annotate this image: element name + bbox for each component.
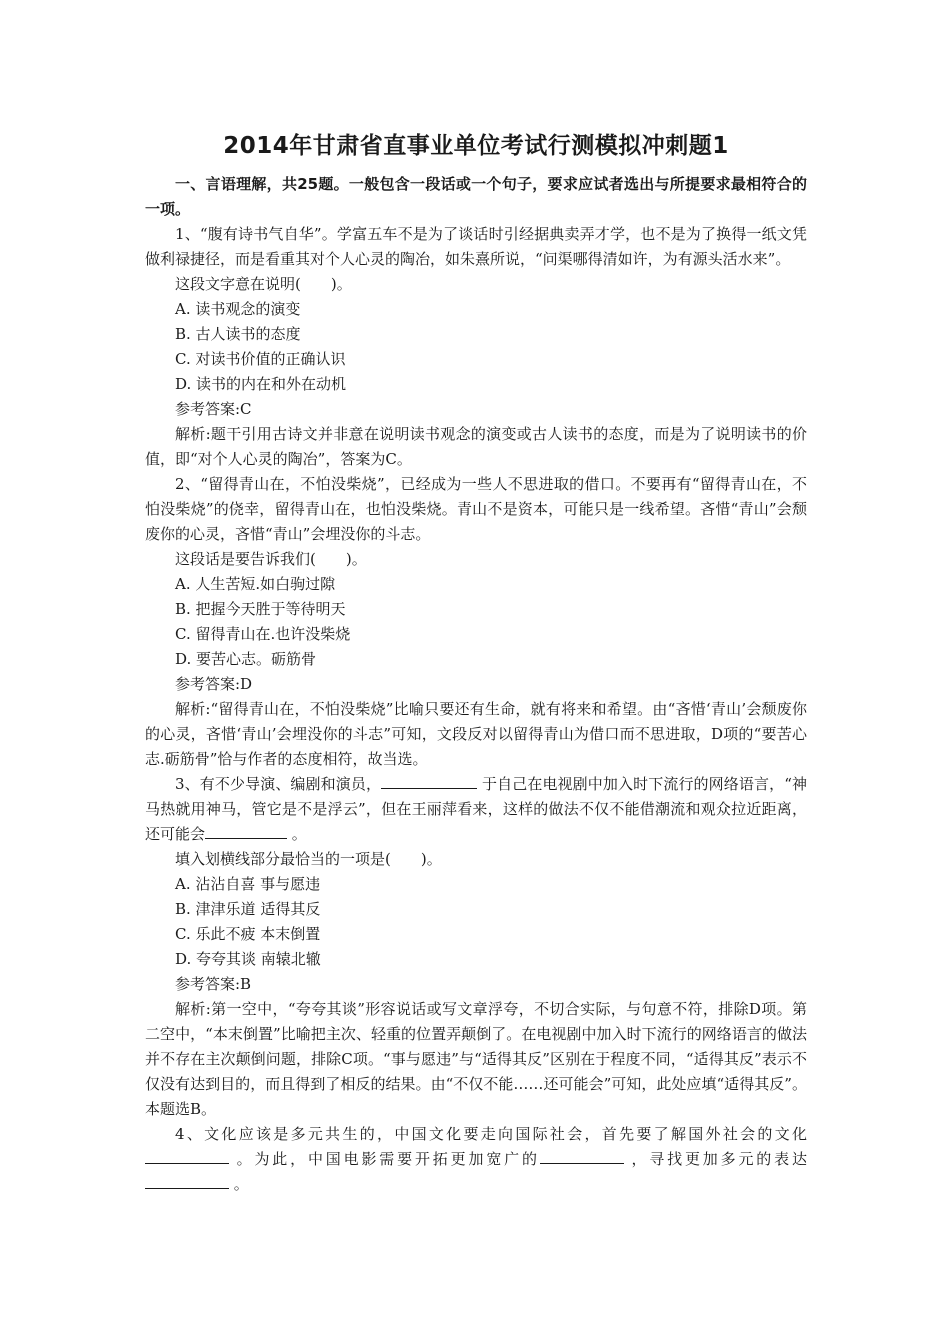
question-2-analysis: 解析:“留得青山在，不怕没柴烧”比喻只要还有生命，就有将来和希望。由“吝惜‘青山’会颓废你的心灵，吝惜‘青山’会埋没你的斗志”可知，文段反对以留得青山为借口而不思进取，D项的“要苦心志.砺筋骨”恰与作者的态度相符，故当选。 [145,700,807,768]
question-2-prompt: 这段话是要告诉我们( )。 [175,550,367,568]
fill-blank-4 [540,1148,624,1164]
question-1-stem: 1、“腹有诗书气自华”。学富五车不是为了谈话时引经据典卖弄才学，也不是为了换得一纸文凭做利禄捷径，而是看重其对个人心灵的陶冶，如朱熹所说，“问渠哪得清如许，为有源头活水来”。 [145,225,807,268]
fill-blank-1 [381,773,477,789]
question-3-option-b: B. 津津乐道 适得其反 [175,900,321,918]
question-4-stem-part-1: 4、文化应该是多元共生的，中国文化要走向国际社会，首先要了解国外社会的文化 [175,1125,807,1143]
question-3-stem-part-3: 。 [291,825,307,843]
fill-blank-2 [205,823,287,839]
question-4-stem-part-2: 。为此，中国电影需要开拓更加宽广的 [236,1150,540,1168]
question-3-stem [145,772,807,847]
question-4-stem-part-4: 。 [233,1175,249,1193]
question-1-prompt: 这段文字意在说明( )。 [175,275,352,293]
question-2-option-a: A. 人生苦短.如白驹过隙 [175,575,336,593]
section-heading: 一、言语理解，共25题。一般包含一段话或一个句子，要求应试者选出与所提要求最相符合的一项。 [145,175,807,218]
question-2-stem: 2、“留得青山在，不怕没柴烧”，已经成为一些人不思进取的借口。不要再有“留得青山在，不怕没柴烧”的侥幸，留得青山在，也怕没柴烧。青山不是资本，可能只是一线希望。吝惜“青山”会颓废你的心灵，吝惜“青山”会埋没你的斗志。 [145,475,807,543]
question-3-option-d: D. 夸夸其谈 南辕北辙 [175,950,321,968]
question-2-option-b: B. 把握今天胜于等待明天 [175,600,346,618]
question-3-option-c: C. 乐此不疲 本末倒置 [175,925,321,943]
question-3-stem-part-1: 3、有不少导演、编剧和演员， [175,775,382,793]
question-1-option-d: D. 读书的内在和外在动机 [175,375,347,393]
question-1-option-a: A. 读书观念的演变 [175,300,301,318]
question-2-option-d: D. 要苦心志。砺筋骨 [175,650,317,668]
question-1-answer: 参考答案:C [175,400,252,418]
question-3-prompt: 填入划横线部分最恰当的一项是( )。 [175,850,442,868]
fill-blank-5 [145,1173,229,1189]
question-4-stem [145,1122,807,1197]
question-3-option-a: A. 沾沾自喜 事与愿违 [175,875,321,893]
fill-blank-3 [145,1148,229,1164]
question-3-stem-part-2: 于自己在电视剧中加入时下流行的网络语言，“神马热就用神马，管它是不是浮云”，但在王丽萍看来，这样的做法不仅不能借潮流和观众拉近距离，还可能会 [145,775,808,843]
question-4-stem-part-3: ，寻找更加多元的表达 [631,1150,807,1168]
question-2-answer: 参考答案:D [175,675,253,693]
question-1-option-b: B. 古人读书的态度 [175,325,301,343]
document-title: 2014年甘肃省直事业单位考试行测模拟冲刺题1 [223,133,729,159]
question-3-analysis: 解析:第一空中，“夸夸其谈”形容说话或写文章浮夸，不切合实际，与句意不符，排除D项。第二空中，“本末倒置”比喻把主次、轻重的位置弄颠倒了。在电视剧中加入时下流行的网络语言的做法并不存在主次颠倒问题，排除C项。“事与愿违”与“适得其反”区别在于程度不同，“适得其反”表示不仅没有达到目的，而且得到了相反的结果。由“不仅不能……还可能会”可知，此处应填“适得其反”。本题选B。 [145,1000,807,1118]
question-1-option-c: C. 对读书价值的正确认识 [175,350,346,368]
question-1-analysis: 解析:题干引用古诗文并非意在说明读书观念的演变或古人读书的态度，而是为了说明读书的价值，即“对个人心灵的陶冶”，答案为C。 [145,425,807,468]
question-2-option-c: C. 留得青山在.也许没柴烧 [175,625,351,643]
question-3-answer: 参考答案:B [175,975,252,993]
document-page [145,130,807,1197]
